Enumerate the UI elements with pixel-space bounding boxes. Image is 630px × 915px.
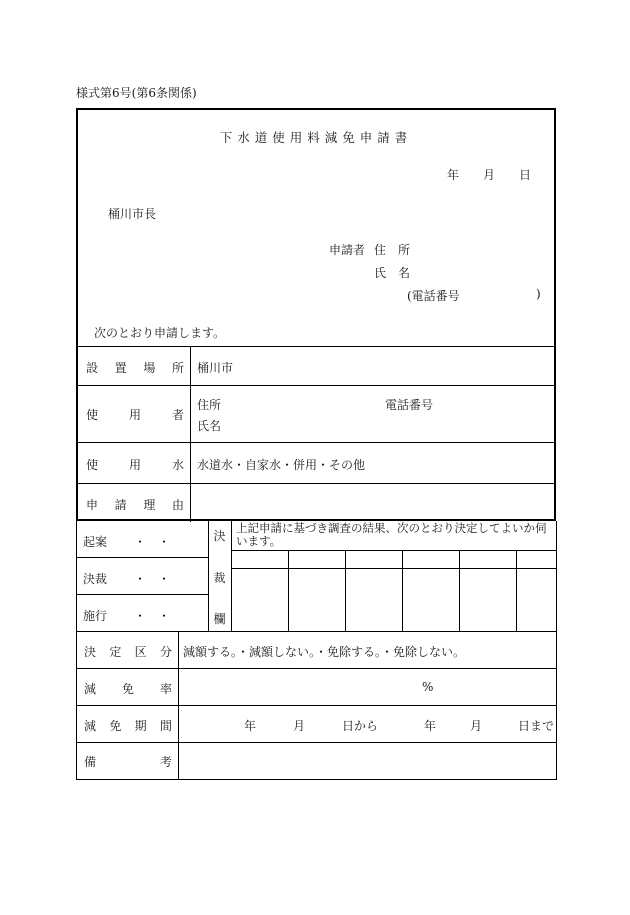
label-char: 用 xyxy=(128,408,141,422)
label-char: 使 xyxy=(86,408,99,422)
reduction-rate-unit: % xyxy=(422,680,434,694)
water-source-options: 水道水・自家水・併用・その他 xyxy=(197,458,366,472)
label-char: 申 xyxy=(86,498,99,512)
applicant-name-label: 氏 名 xyxy=(374,266,411,280)
user-phone-label: 電話番号 xyxy=(385,398,434,412)
decision-label xyxy=(84,643,172,660)
label-char: 分 xyxy=(159,645,172,659)
label-char: 用 xyxy=(128,458,141,472)
drafted-label: 起案 xyxy=(83,535,108,549)
enforced-label: 施行 xyxy=(83,609,108,623)
label-char: 区 xyxy=(134,645,147,659)
form-number-label: 様式第6号(第6条関係) xyxy=(76,86,197,100)
label-char: 間 xyxy=(159,719,172,733)
reduction-period-label xyxy=(84,717,172,734)
enforced-date-dots: ・ ・ xyxy=(134,609,171,623)
period-to-day: 日まで xyxy=(518,719,555,733)
label-char: 備 xyxy=(84,755,97,769)
period-from-month: 月 xyxy=(293,719,306,733)
approved-date-dots: ・ ・ xyxy=(134,572,171,586)
applicant-phone-label: (電話番号 xyxy=(407,289,460,303)
reduction-rate-label xyxy=(84,680,172,697)
table-row xyxy=(78,346,554,386)
table-row xyxy=(78,442,554,484)
label-char: 理 xyxy=(143,498,156,512)
label-char: 水 xyxy=(171,458,184,472)
approved-label: 決裁 xyxy=(83,572,108,586)
approval-note: 上記申請に基づき調査の結果、次のとおり決定してよいか伺います。 xyxy=(236,521,547,548)
office-use-section xyxy=(76,521,557,780)
label-char: 減 xyxy=(84,682,97,696)
label-char: 設 xyxy=(86,361,99,375)
request-statement: 次のとおり申請します。 xyxy=(94,326,226,340)
applicant-phone-close: ) xyxy=(536,287,541,301)
label-char: 免 xyxy=(121,682,134,696)
label-char: 減 xyxy=(84,719,97,733)
installation-location-value: 桶川市 xyxy=(197,361,234,375)
period-to-month: 月 xyxy=(470,719,483,733)
label-char: 由 xyxy=(171,498,184,512)
date-month-label: 月 xyxy=(483,168,496,182)
water-source-label xyxy=(86,456,184,473)
label-char: 期 xyxy=(134,719,147,733)
label-char: 場 xyxy=(143,361,156,375)
label-char: 裁 xyxy=(213,570,226,585)
user-label xyxy=(86,406,184,423)
user-name-label: 氏名 xyxy=(197,419,222,433)
decision-options: 減額する。・減額しない。・免除する。・免除しない。 xyxy=(183,645,466,659)
request-reason-label xyxy=(86,496,184,513)
label-char: 免 xyxy=(109,719,122,733)
user-address-label: 住所 xyxy=(197,398,222,412)
approval-column-label xyxy=(208,527,231,627)
remarks-label xyxy=(84,753,172,770)
table-row xyxy=(78,483,554,522)
label-char: 所 xyxy=(171,361,184,375)
installation-location-label xyxy=(86,359,184,376)
table-row xyxy=(78,385,554,443)
label-char: 欄 xyxy=(213,612,226,626)
addressee: 桶川市長 xyxy=(108,207,157,221)
application-section xyxy=(76,108,556,521)
label-char: 置 xyxy=(114,361,127,375)
date-year-label: 年 xyxy=(447,168,460,182)
label-char: 使 xyxy=(86,458,99,472)
label-char: 決 xyxy=(84,645,97,659)
period-from-year: 年 xyxy=(244,719,257,733)
form-title: 下水道使用料減免申請書 xyxy=(219,130,413,145)
label-char: 定 xyxy=(109,645,122,659)
date-day-label: 日 xyxy=(519,168,532,182)
label-char: 者 xyxy=(171,408,184,422)
label-char: 請 xyxy=(114,498,127,512)
period-from-day: 日から xyxy=(342,719,379,733)
applicant-address-label: 住 所 xyxy=(374,243,411,257)
label-char: 考 xyxy=(159,755,172,769)
applicant-label: 申請者 xyxy=(329,243,366,257)
drafted-date-dots: ・ ・ xyxy=(134,535,171,549)
label-char: 決 xyxy=(213,529,226,543)
period-to-year: 年 xyxy=(424,719,437,733)
label-char: 率 xyxy=(159,682,172,696)
